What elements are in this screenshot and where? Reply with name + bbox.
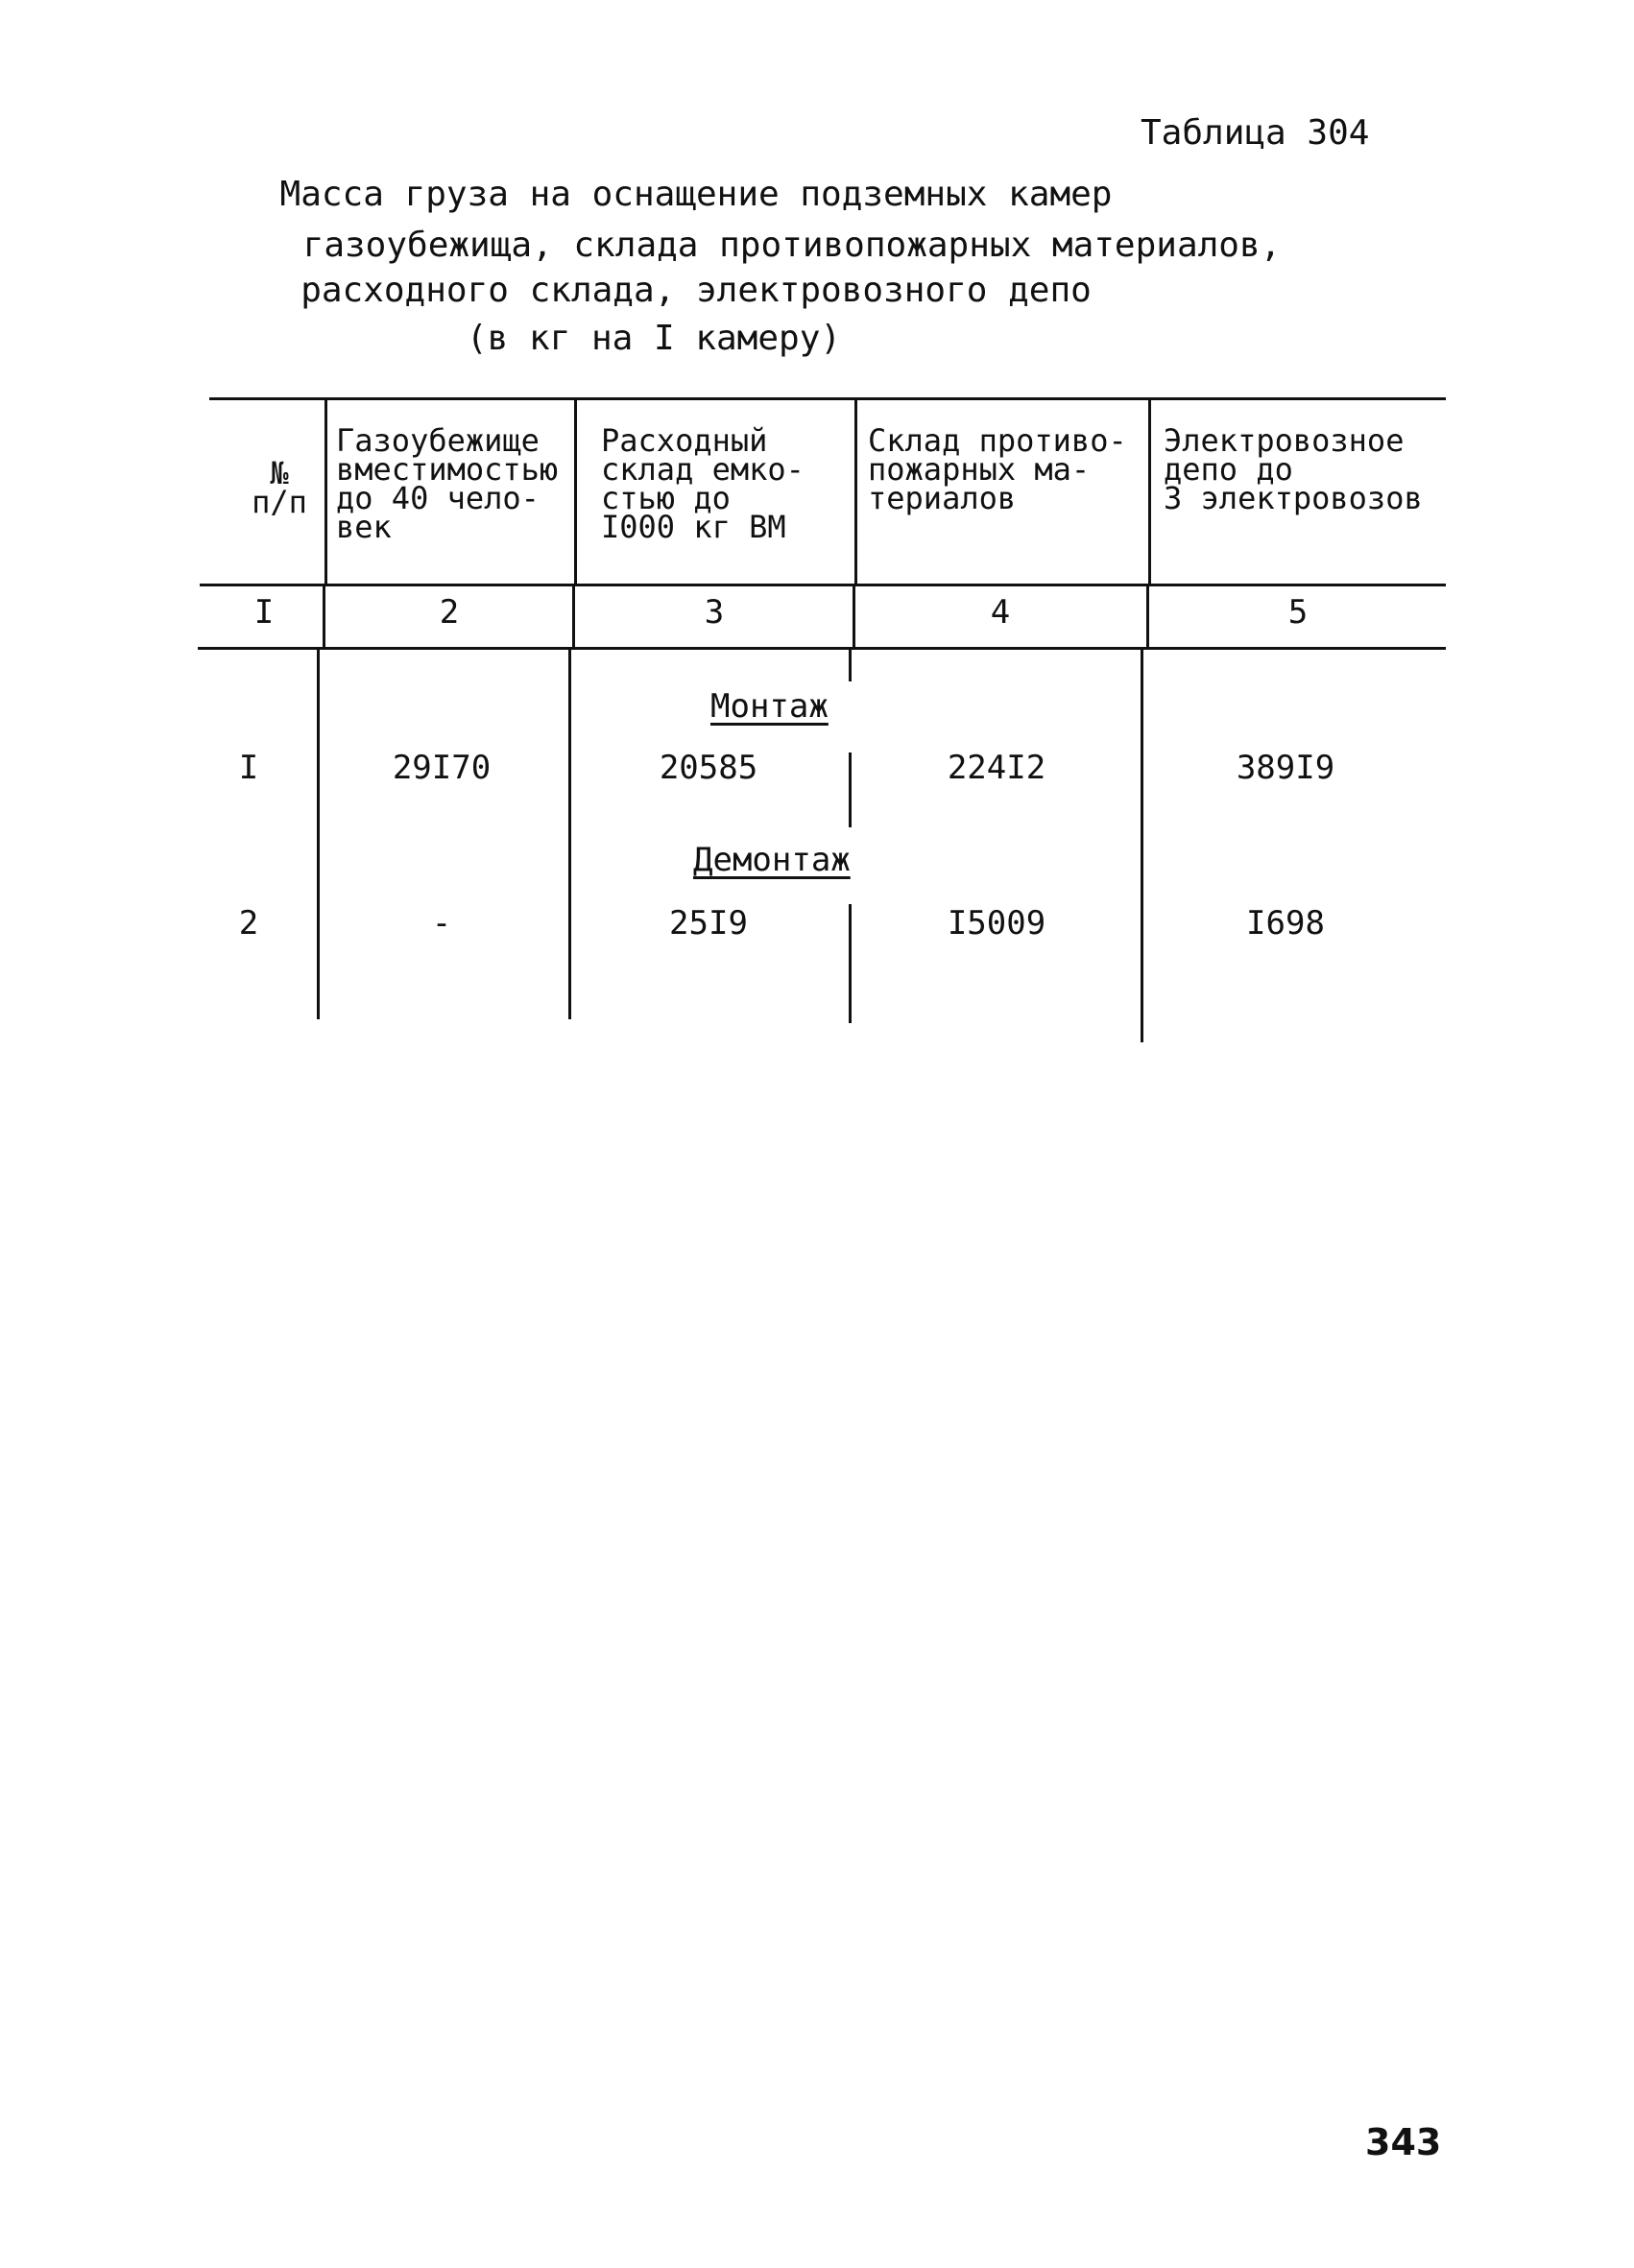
header-divider-2 xyxy=(574,399,577,585)
section-title-mounting: Монтаж xyxy=(710,687,829,726)
table-cell: 389I9 xyxy=(1236,749,1335,787)
table-cell: 224I2 xyxy=(947,749,1046,787)
table-cell: I5009 xyxy=(947,904,1046,943)
table-cell: I xyxy=(238,749,259,787)
header-col-gas-shelter: Газоубежище вместимостью до 40 чело- век xyxy=(336,422,559,545)
section-title-dismounting: Демонтаж xyxy=(693,841,851,879)
table-cell: I698 xyxy=(1246,904,1325,943)
table-top-rule xyxy=(209,397,1446,400)
table-title-line-2: газоубежища, склада противопожарных материалов, xyxy=(302,226,1282,265)
table-cell: 20585 xyxy=(659,749,758,787)
body-divider-2a xyxy=(568,649,571,1019)
num-divider-2 xyxy=(572,585,575,649)
body-divider-1 xyxy=(317,649,320,1019)
body-divider-3b xyxy=(849,752,852,827)
body-divider-3c xyxy=(849,904,852,1023)
header-col-supply-store: Расходный склад емко- стью до I000 кг ВМ xyxy=(601,422,805,545)
table-cell: 25I9 xyxy=(669,904,748,943)
header-divider-4 xyxy=(1148,399,1151,585)
column-number: 3 xyxy=(704,593,725,632)
header-divider-3 xyxy=(854,399,857,585)
table-title-line-4: (в кг на I камеру) xyxy=(466,319,842,358)
column-number: 5 xyxy=(1287,593,1309,632)
header-bottom-rule xyxy=(200,584,1446,586)
numbering-bottom-rule xyxy=(198,647,1446,650)
num-divider-4 xyxy=(1146,585,1149,649)
num-divider-3 xyxy=(853,585,855,649)
table-title-line-1: Масса груза на оснащение подземных камер xyxy=(279,175,1113,214)
column-number: 2 xyxy=(439,593,460,632)
num-divider-1 xyxy=(323,585,325,649)
table-cell: - xyxy=(431,904,452,943)
header-divider-1 xyxy=(324,399,327,585)
table-cell: 29I70 xyxy=(392,749,492,787)
body-divider-4 xyxy=(1141,649,1143,1042)
header-col-fire-store: Склад противо- пожарных ма- териалов xyxy=(868,422,1127,516)
table-cell: 2 xyxy=(238,904,259,943)
body-divider-3a xyxy=(849,649,852,681)
header-col-loco-depot: Электровозное депо до 3 электровозов xyxy=(1164,422,1423,516)
column-number: 4 xyxy=(990,593,1011,632)
table-label: Таблица 304 xyxy=(1141,113,1370,153)
table-title-line-3: расходного склада, электровозного депо xyxy=(300,271,1092,310)
column-number: I xyxy=(253,593,275,632)
header-col-number: № п/п xyxy=(252,455,307,520)
page-number: 343 xyxy=(1365,2121,1442,2163)
